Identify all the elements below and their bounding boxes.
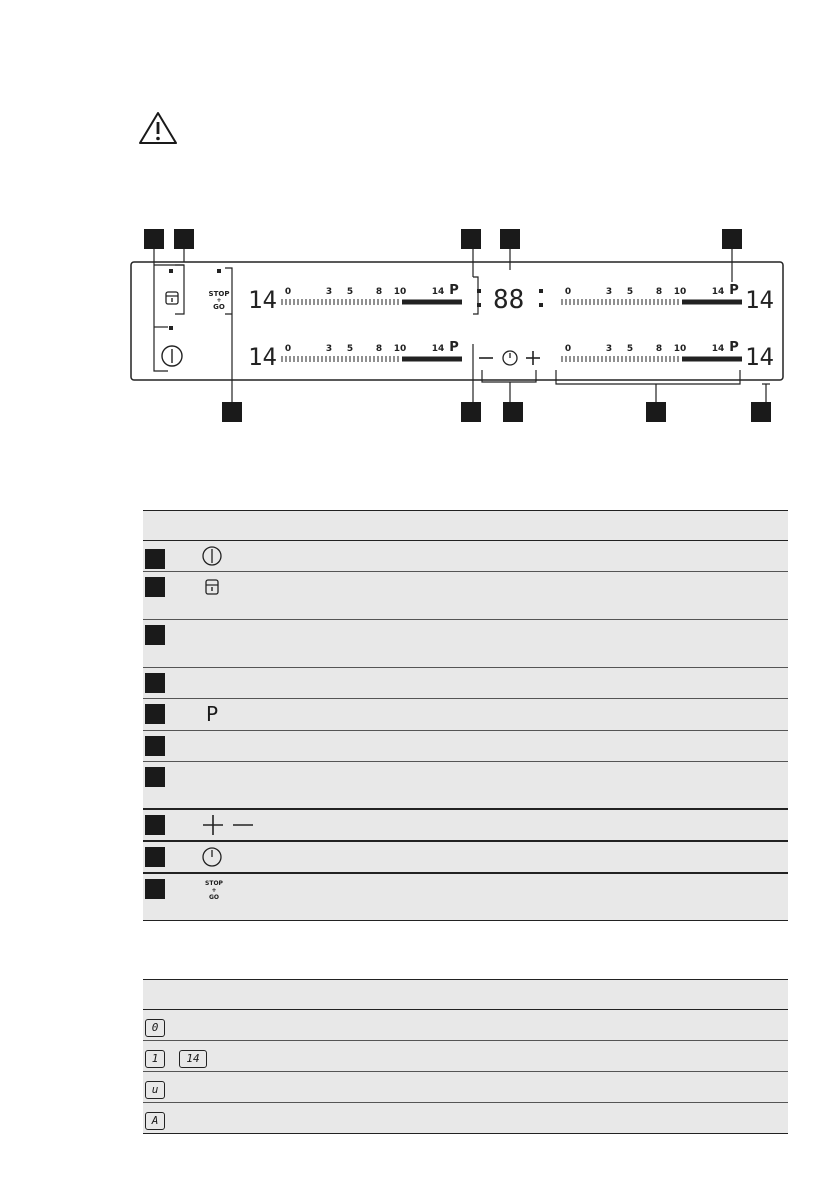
- slider-scale-label: 10: [673, 287, 687, 297]
- row-number-box: [145, 879, 165, 899]
- callout-8: [503, 402, 523, 422]
- slider-scale-label: 14: [711, 344, 725, 354]
- table-row: [143, 541, 788, 572]
- slider-scale-label: 10: [393, 287, 407, 297]
- row-number-box: [145, 736, 165, 756]
- lock-icon: [201, 576, 223, 598]
- slider-scale-label: 0: [564, 287, 572, 297]
- table-row: [143, 873, 788, 921]
- slider-bar: [402, 357, 462, 362]
- callout-9: [461, 402, 481, 422]
- display-symbol: 1: [145, 1050, 165, 1068]
- table-row: [143, 668, 788, 699]
- slider-rear-right[interactable]: [562, 340, 742, 362]
- slider-scale-label: 5: [346, 287, 354, 297]
- table-row: [143, 620, 788, 668]
- on-off-icon: [201, 545, 223, 567]
- display-table: [143, 979, 788, 1134]
- slider-scale-label: 0: [564, 344, 572, 354]
- callout-5: [500, 229, 520, 249]
- lock-icon[interactable]: [166, 292, 178, 304]
- slider-scale-label: 8: [375, 344, 383, 354]
- callout-10: [222, 402, 242, 422]
- panel-frame: [131, 262, 783, 380]
- slider-scale-label: 5: [346, 344, 354, 354]
- slider-scale-label: 8: [655, 344, 663, 354]
- callout-2: [174, 229, 194, 249]
- row-number-box: [145, 625, 165, 645]
- zone-display-front-left: 14: [248, 286, 277, 314]
- row-number-box: [145, 847, 165, 867]
- table-row: [143, 1041, 788, 1072]
- timer-icon[interactable]: [503, 351, 517, 365]
- slider-bar: [402, 300, 462, 305]
- table-row: [143, 1072, 788, 1103]
- slider-scale-label: 0: [284, 344, 292, 354]
- zone-display-front-right: 14: [745, 286, 774, 314]
- table-row: [143, 841, 788, 873]
- symbols-table: [143, 510, 788, 921]
- slider-bar: [682, 300, 742, 305]
- display-symbol: A: [145, 1112, 165, 1130]
- display-symbol: u: [145, 1081, 165, 1099]
- slider-scale-label: 3: [605, 287, 613, 297]
- table-row: [143, 762, 788, 809]
- callout-7: [646, 402, 666, 422]
- slider-scale-label: 5: [626, 287, 634, 297]
- row-number-box: [145, 767, 165, 787]
- slider-scale-label: P: [449, 340, 459, 355]
- row-number-box: [145, 673, 165, 693]
- slider-scale-label: 0: [284, 287, 292, 297]
- power-p-icon: P: [206, 702, 219, 726]
- plus-label: +: [216, 297, 222, 304]
- table-row: [143, 1010, 788, 1041]
- table-row: [143, 699, 788, 731]
- timer-icon: [201, 846, 223, 868]
- display-symbol: 0: [145, 1019, 165, 1037]
- callout-4: [461, 229, 481, 249]
- callout-6: [722, 229, 742, 249]
- go-label: GO: [213, 303, 225, 311]
- display-symbol: 14: [179, 1050, 207, 1068]
- slider-scale-label: 14: [711, 287, 725, 297]
- on-off-icon[interactable]: [162, 346, 182, 366]
- slider-scale-label: 10: [673, 344, 687, 354]
- slider-scale-label: P: [729, 283, 739, 298]
- slider-scale-label: 14: [431, 287, 445, 297]
- row-number-box: [145, 815, 165, 835]
- stop-go-icon: STOP + GO: [205, 879, 223, 901]
- slider-scale-label: P: [449, 283, 459, 298]
- slider-scale-label: 3: [325, 287, 333, 297]
- table-row: [143, 572, 788, 620]
- slider-scale-label: 3: [605, 344, 613, 354]
- slider-scale-label: 8: [375, 287, 383, 297]
- slider-scale-label: 5: [626, 344, 634, 354]
- slider-scale-label: 3: [325, 344, 333, 354]
- slider-scale-label: 8: [655, 287, 663, 297]
- table-row: [143, 1103, 788, 1134]
- slider-front-left[interactable]: [282, 283, 462, 305]
- callout-1: [144, 229, 164, 249]
- slider-scale-label: P: [729, 340, 739, 355]
- warning-triangle-icon: [137, 110, 179, 146]
- zone-display-rear-right: 14: [745, 343, 774, 371]
- slider-bar: [682, 357, 742, 362]
- stop-go-button[interactable]: [209, 290, 230, 311]
- zone-display-rear-left: 14: [248, 343, 277, 371]
- slider-rear-left[interactable]: [282, 340, 462, 362]
- plus-button[interactable]: [526, 351, 540, 365]
- timer-display: 88: [493, 285, 525, 315]
- slider-front-right[interactable]: [562, 283, 742, 305]
- row-number-box: [145, 704, 165, 724]
- control-panel-diagram: [130, 222, 790, 422]
- table-row: [143, 731, 788, 762]
- plus-minus-icons: [201, 814, 257, 836]
- row-number-box: [145, 577, 165, 597]
- row-number-box: [145, 549, 165, 569]
- slider-scale-label: 14: [431, 344, 445, 354]
- callout-3: [751, 402, 771, 422]
- stop-label: STOP: [208, 290, 230, 298]
- slider-scale-label: 10: [393, 344, 407, 354]
- table-row: [143, 809, 788, 841]
